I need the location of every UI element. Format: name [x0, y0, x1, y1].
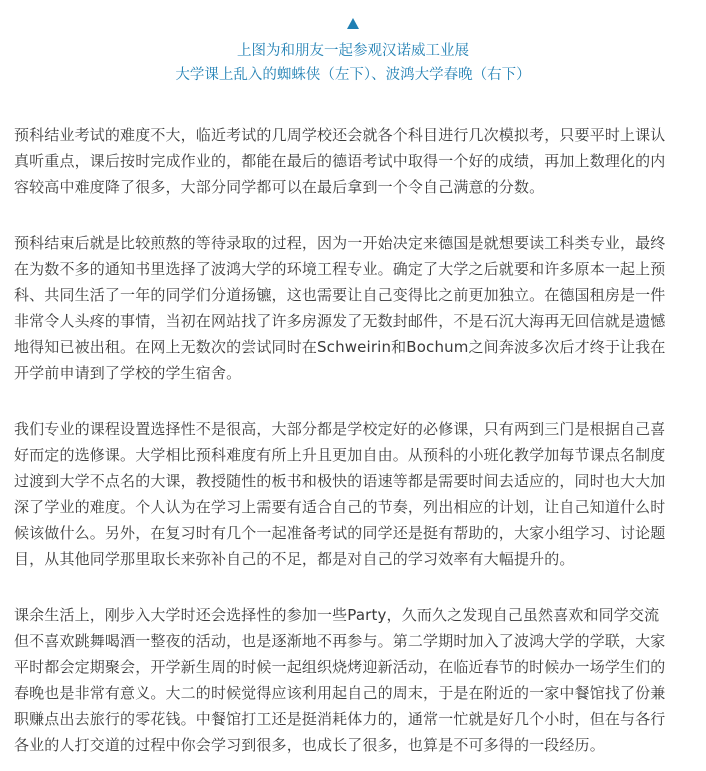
text-line: 候该做什么。另外，在复习时有几个一起准备考试的同学还是挺有帮助的，大家小组学习、讨论题 — [14, 524, 666, 542]
text-line: 好而定的选修课。大学相比预科难度有所上升且更加自由。从预科的小班化教学加每节课点名制度 — [14, 446, 666, 464]
text-line: 地得知已被出租。在网上无数次的尝试同时在Schweirin和Bochum之间奔波多次后才终于让我在 — [14, 338, 666, 356]
text-line: 课余生活上，刚步入大学时还会选择性的参加一些Party，久而久之发现自己虽然喜欢和同学交流 — [14, 606, 660, 624]
text-line: 在为数不多的通知书里选择了波鸿大学的环境工程专业。确定了大学之后就要和许多原本一起上预 — [14, 260, 666, 278]
paragraph-admission — [14, 230, 694, 386]
text-line: 过渡到大学不点名的大课，教授随性的板书和极快的语速等都是需要时间去适应的，同时也大大加 — [14, 472, 666, 490]
text-line: 开学前申请到了学校的学生宿舍。 — [14, 364, 242, 382]
paragraph-courses — [14, 416, 694, 572]
triangle-up-icon — [347, 18, 359, 29]
text-line: 预科结业考试的难度不大，临近考试的几周学校还会就各个科目进行几次模拟考，只要平时上课认 — [14, 126, 666, 144]
text-line: 春晚也是非常有意义。大二的时候觉得应该利用起自己的周末，于是在附近的一家中餐馆找了份兼 — [14, 684, 666, 702]
caption-line-2: 大学课上乱入的蜘蛛侠（左下）、波鸿大学春晚（右下） — [175, 67, 531, 83]
image-caption — [0, 18, 706, 87]
text-line: 但不喜欢跳舞喝酒一整夜的活动，也是逐渐地不再参与。第二学期时加入了波鸿大学的学联，大家 — [14, 632, 666, 650]
text-line: 容较高中难度降了很多，大部分同学都可以在最后拿到一个令自己满意的分数。 — [14, 178, 545, 196]
text-line: 真听重点，课后按时完成作业的，都能在最后的德语考试中取得一个好的成绩，再加上数理化的内 — [14, 152, 666, 170]
text-line: 科、共同生活了一年的同学们分道扬镳，这也需要让自己变得比之前更加独立。在德国租房是一件 — [14, 286, 666, 304]
paragraph-student-life — [14, 602, 694, 758]
text-line: 我们专业的课程设置选择性不是很高，大部分都是学校定好的必修课，只有两到三门是根据自己喜 — [14, 420, 666, 438]
text-line: 目，从其他同学那里取长来弥补自己的不足，都是对自己的学习效率有大幅提升的。 — [14, 550, 575, 568]
text-line: 预科结束后就是比较煎熬的等待录取的过程，因为一开始决定来德国是就想要读工科类专业，最终 — [14, 234, 666, 252]
text-line: 深了学业的难度。个人认为在学习上需要有适合自己的节奏，列出相应的计划，让自己知道什么时 — [14, 498, 666, 516]
text-line: 各业的人打交道的过程中你会学习到很多，也成长了很多，也算是不可多得的一段经历。 — [14, 736, 605, 754]
article-body — [14, 122, 694, 758]
caption-line-1: 上图为和朋友一起参观汉诺威工业展 — [237, 43, 469, 59]
text-line: 平时都会定期聚会，开学新生周的时候一起组织烧烤迎新活动，在临近春节的时候办一场学生们的 — [14, 658, 666, 676]
paragraph-exam — [14, 122, 694, 200]
text-line: 职赚点出去旅行的零花钱。中餐馆打工还是挺消耗体力的，通常一忙就是好几个小时，但在与各行 — [14, 710, 666, 728]
text-line: 非常令人头疼的事情，当初在网站找了许多房源发了无数封邮件，不是石沉大海再无回信就是遗憾 — [14, 312, 666, 330]
